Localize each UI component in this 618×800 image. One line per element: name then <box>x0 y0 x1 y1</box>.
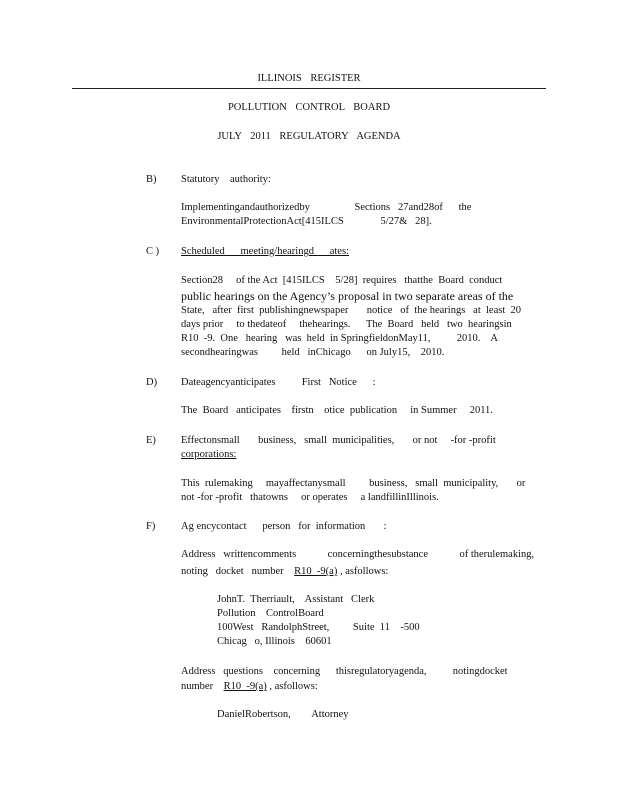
section-b-label: B) <box>146 174 157 185</box>
clerk-address: 100West RandolphStreet, Suite 11 -500 <box>217 622 420 633</box>
attorney-contact: DanielRobertson, Attorney <box>217 709 349 720</box>
section-f-text: Address writtencomments concerningthesubstance of therulemaking, <box>181 549 535 560</box>
section-c-text: days prior to thedateof thehearings. The Board held two hearingsin <box>181 319 512 330</box>
section-d-title: Dateagencyanticipates First Notice : <box>181 377 376 388</box>
section-c-title: Scheduled meeting/hearingd ates: <box>181 246 349 257</box>
docket-suffix: , asfollows: <box>266 681 318 692</box>
section-c-text: R10 -9. One hearing was held in SpringfieldonMay11, 2010. A <box>181 333 498 344</box>
header-rule <box>72 88 546 89</box>
section-e-label: E) <box>146 435 156 446</box>
section-f-text <box>181 681 318 692</box>
docket-prefix: noting docket number <box>181 566 295 577</box>
board-title: POLLUTION CONTROL BOARD <box>227 102 391 113</box>
section-c-text: Section28 of the Act [415ILCS 5/28] requires thatthe Board conduct <box>181 275 503 286</box>
section-c-text: State, after first publishingnewspaper notice of the hearings at least 20 <box>181 305 521 316</box>
section-d-text: The Board anticipates firstn otice publication in Summer 2011. <box>181 405 493 416</box>
section-b-text: EnvironmentalProtectionAct[415ILCS 5/27& 28]. <box>181 216 432 227</box>
register-title: ILLINOIS REGISTER <box>257 73 361 84</box>
section-f-title: Ag encycontact person for information : <box>181 521 387 532</box>
clerk-address: Pollution ControlBoard <box>217 608 324 619</box>
section-f-label: F) <box>146 521 156 532</box>
section-e-title: Effectonsmall business, small municipalities, or not -for -profit <box>181 435 496 446</box>
section-e-text: not -for -profit thatowns or operates a landfillinIllinois. <box>181 492 439 503</box>
docket-number: R10 -9(a) <box>223 681 267 692</box>
section-d-label: D) <box>146 377 158 388</box>
section-f-text: Address questions concerning thisregulatoryagenda, notingdocket <box>181 666 508 677</box>
section-c-text: public hearings on the Agency’s proposal in two separate areas of the <box>181 289 514 303</box>
clerk-address: JohnT. Therriault, Assistant Clerk <box>217 594 375 605</box>
section-e-text: This rulemaking mayaffectanysmall business, small municipality, or <box>181 478 526 489</box>
section-c-text: secondhearingwas held inChicago on July15, 2010. <box>181 347 445 358</box>
docket-suffix: , asfollows: <box>337 566 389 577</box>
docket-number: R10 -9(a) <box>294 566 338 577</box>
section-f-text <box>181 566 388 577</box>
agenda-title: JULY 2011 REGULATORY AGENDA <box>217 131 401 142</box>
section-c-label: C ) <box>146 246 160 257</box>
section-b-title: Statutory authority: <box>181 174 271 185</box>
section-b-text: Implementingandauthorizedby Sections 27and28of the <box>181 202 472 213</box>
section-e-title: corporations: <box>181 449 237 460</box>
clerk-address: Chicag o, Illinois 60601 <box>217 636 332 647</box>
docket-prefix: number <box>181 681 224 692</box>
